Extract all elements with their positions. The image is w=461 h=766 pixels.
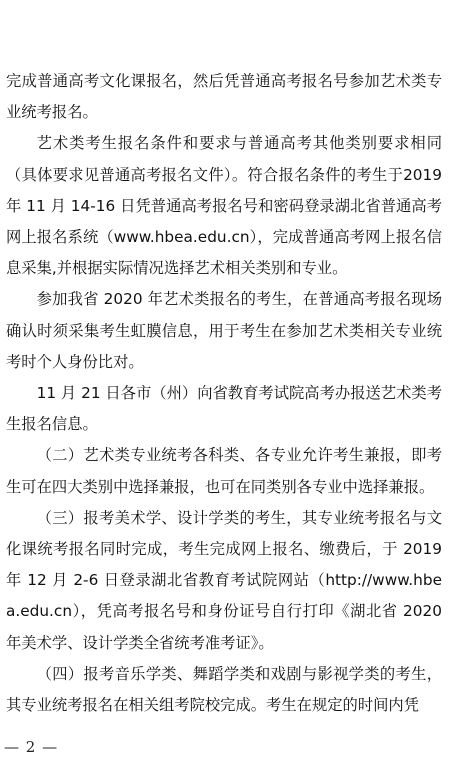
paragraph-item-three: （三）报考美术学、设计学类的考生，其专业统考报名与文化课统考报名同时完成，考生完成网上报名、缴费后，于 2019 年 12 月 2-6 日登录湖北省教育考试院网站（http://www.hbea.edu.cn），凭高考报名号和身份证号自行打印《湖北省 2020 年美术学、设计学类全省统考准考证》。 bbox=[6, 508, 442, 652]
paragraph-iris-collection: 参加我省 2020 年艺术类报名的考生，在普通高考报名现场确认时须采集考生虹膜信息，用于考生在参加艺术类相关专业统考时个人身份比对。 bbox=[6, 290, 442, 371]
paragraph-continuation: 完成普通高考文化课报名，然后凭普通高考报名号参加艺术类专业统考报名。 bbox=[6, 72, 442, 122]
paragraph-submission-date: 11 月 21 日各市（州）向省教育考试院高考办报送艺术类考生报名信息。 bbox=[6, 384, 442, 434]
paragraph-registration-conditions: 艺术类考生报名条件和要求与普通高考其他类别要求相同（具体要求见普通高考报名文件）。符合报名条件的考生于2019 年 11 月 14-16 日凭普通高考报名号和密码登录湖北省普通高考网上报名系统（www.hbea.edu.cn），完成普通高考网上报名信息采集,并根据实际情况选择艺术相关类别和专业。 bbox=[6, 134, 442, 278]
paragraph-item-two: （二）艺术类专业统考各科类、各专业允许考生兼报，即考生可在四大类别中选择兼报，也可在同类别各专业中选择兼报。 bbox=[6, 446, 442, 496]
document-body bbox=[6, 66, 442, 721]
paragraph-item-four: （四）报考音乐学类、舞蹈学类和戏剧与影视学类的考生，其专业统考报名在相关组考院校完成。考生在规定的时间内凭 bbox=[6, 664, 442, 715]
page-number: — 2 — bbox=[4, 738, 59, 756]
